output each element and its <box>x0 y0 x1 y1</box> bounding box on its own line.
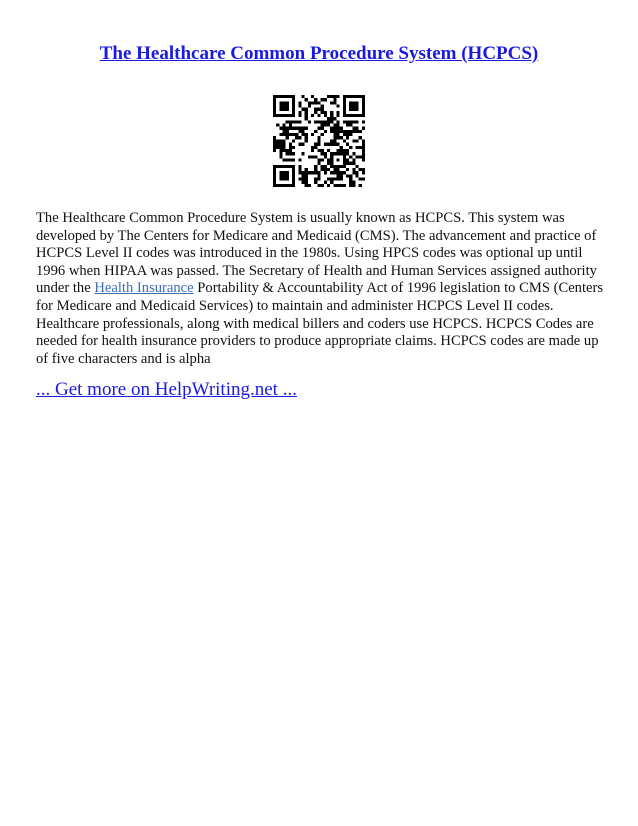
paragraph-text-2: Portability & Accountability Act of 1996 legislation to CMS (Centers for Medicare and Medicaid Services) to maintain and administer HCPCS Level II codes. Healthcare professionals, along with medical billers and coders use HCPCS. HCPCS Codes are needed for health insurance providers to produce appropriate claims. HCPCS codes are made up of five characters and is alpha <box>36 280 604 367</box>
qr-code-icon <box>273 95 365 187</box>
title-link[interactable]: The Healthcare Common Procedure System (HCPCS) <box>99 43 539 64</box>
get-more-link[interactable]: ... Get more on HelpWriting.net ... <box>36 379 297 400</box>
health-insurance-link[interactable]: Health Insurance <box>94 280 194 297</box>
more-link-container <box>36 378 297 402</box>
qr-code-graphic <box>273 95 365 187</box>
page-title <box>0 42 638 66</box>
body-paragraph <box>36 210 606 368</box>
paragraph-text-1: The Healthcare Common Procedure System is usually known as HCPCS. This system was developed by The Centers for Medicare and Medicaid (CMS). The advancement and practice of HCPCS Level II codes was introduced in the 1980s. Using HPCS codes was optional up until 1996 when HIPAA was passed. The Secretary of Health and Human Services assigned authority under the <box>36 210 597 297</box>
